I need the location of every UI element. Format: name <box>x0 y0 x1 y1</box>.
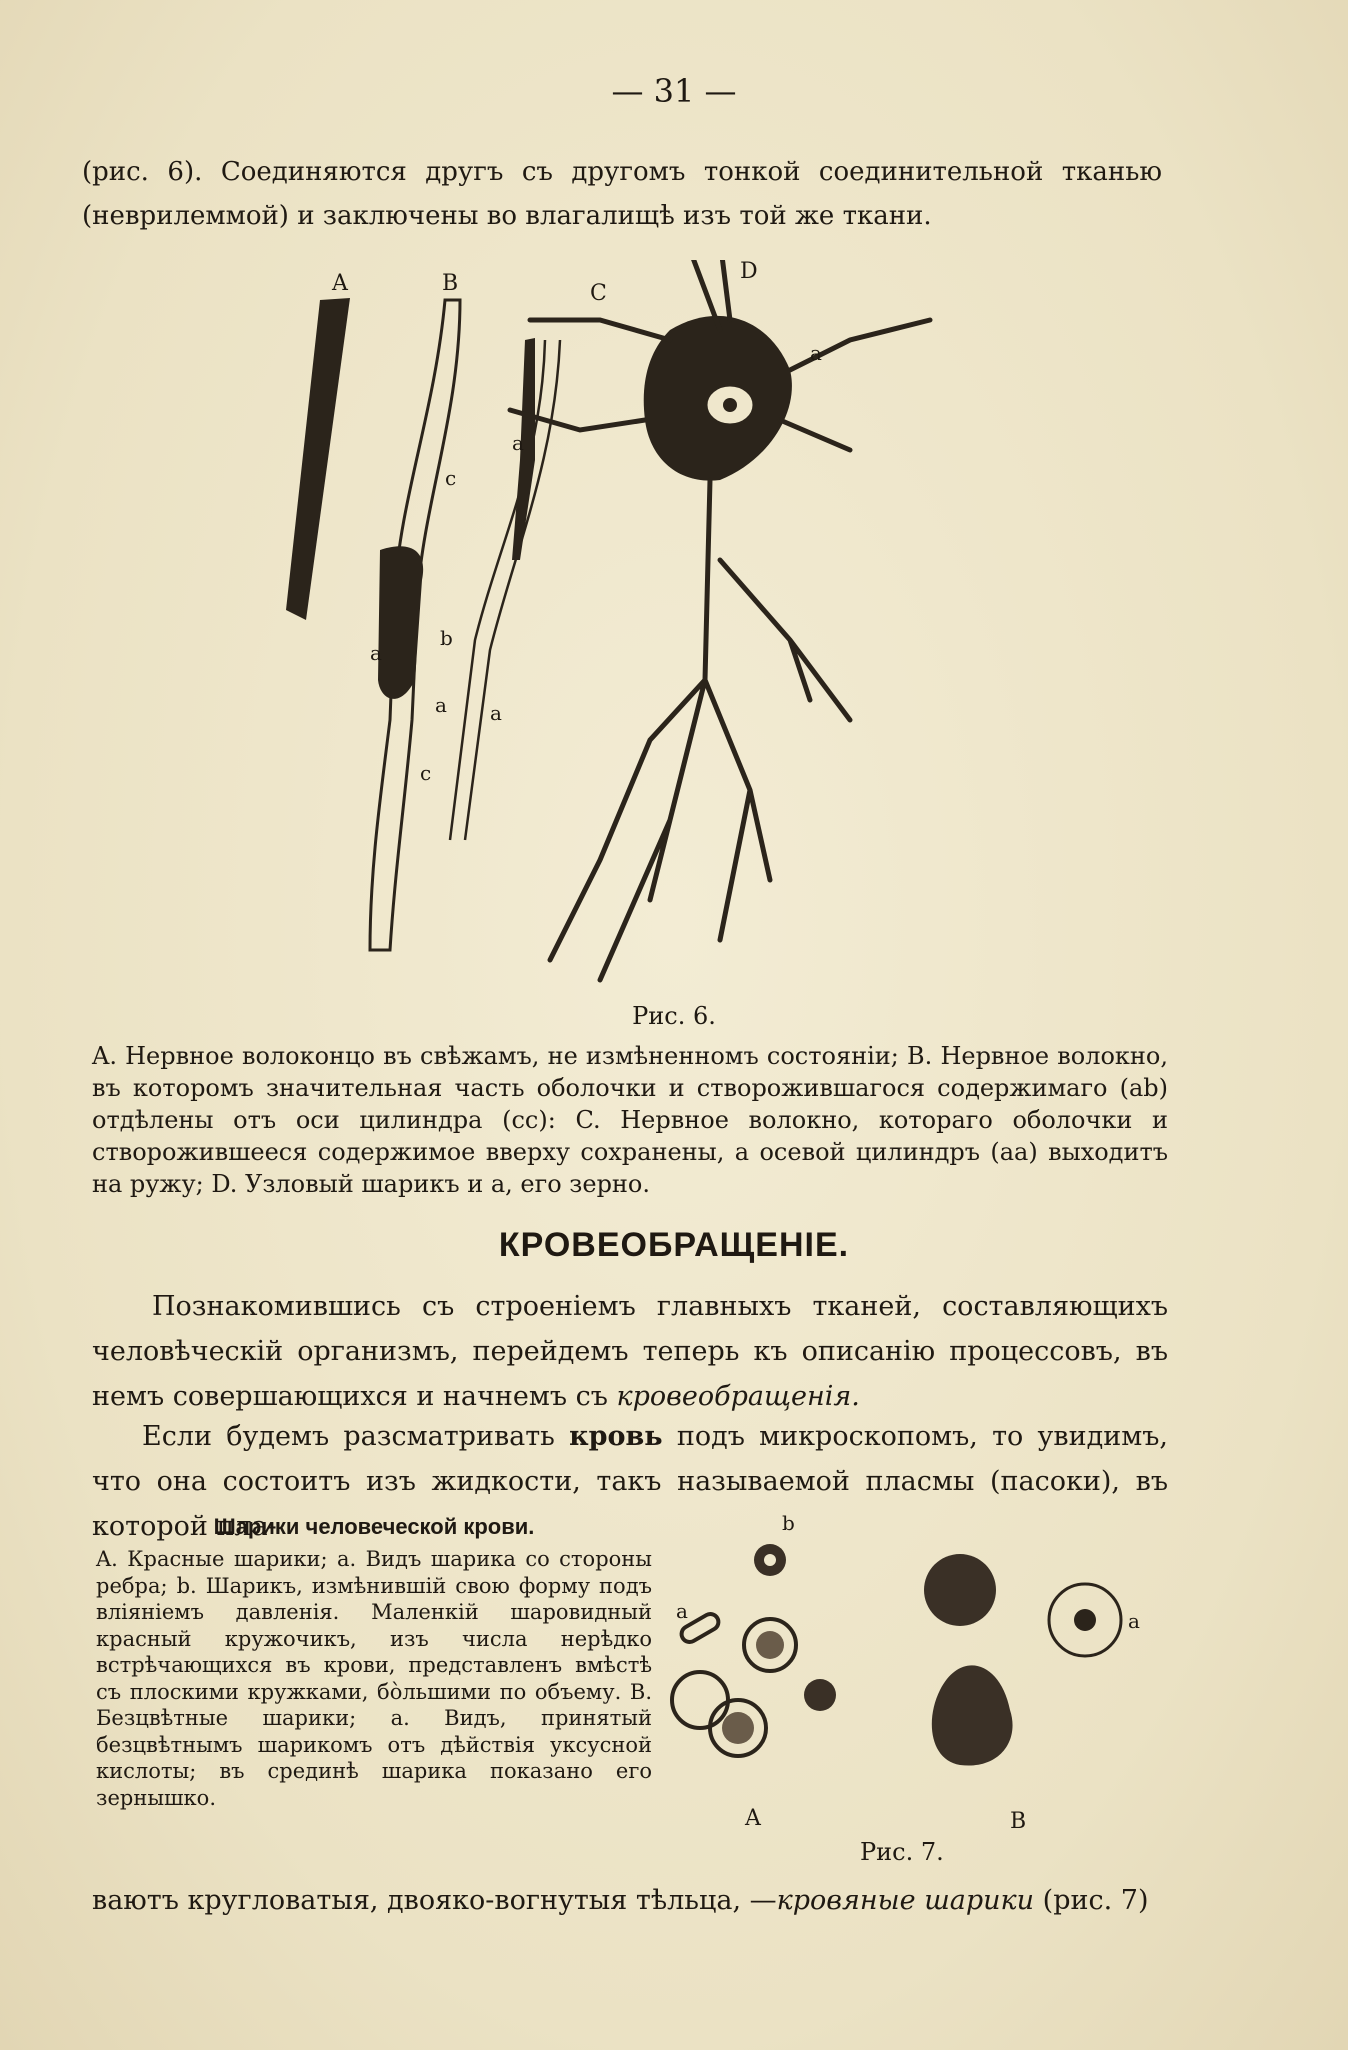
fiber-a <box>286 298 350 620</box>
fig7-label-b: b <box>782 1511 795 1535</box>
fig6-label-A: A <box>332 271 348 296</box>
figure-6-illustration <box>250 260 1100 1000</box>
fig7-label-a2: a <box>1128 1609 1140 1633</box>
paragraph2-rest: подъ микроскопомъ, то увидимъ, что она состоитъ изъ жидкости, такъ называемой пласмы (пасоки), въ которой пла- <box>92 1421 1168 1542</box>
fig6-label-a4: a <box>490 701 502 725</box>
section-title: КРОВЕОБРАЩЕНІЕ. <box>498 1226 850 1264</box>
figure-6-caption: A. Нервное волоконцо въ свѣжамъ, не измѣненномъ состояніи; B. Нервное волокно, въ которомъ значительная часть оболочки и створожившагося содержимаго (ab) отдѣлены отъ оси цилиндра (cc): C. Нервное волокно, котораго оболочки и створожившееся содержимое вверху сохранены, а осевой цилиндръ (aa) выходитъ на ружу; D. Узловый шарикъ и a, его зерно. <box>92 1042 1168 1198</box>
fig6-label-C: C <box>590 281 607 306</box>
fig6-label-a3: a <box>512 431 524 455</box>
fig6-label-c2: c <box>420 761 432 785</box>
fiber-b-sheath <box>378 546 423 699</box>
paragraph1-emphasis: кровеобращенія. <box>616 1381 860 1412</box>
page-number: — 31 — <box>611 72 737 110</box>
paragraph1-text: Познакомившись съ строеніемъ главныхъ тканей, составляющихъ человѣческій организмъ, перейдемъ теперь къ описанію процессовъ, въ немъ совершающихся и начнемъ съ <box>92 1291 1168 1412</box>
fig6-label-B: B <box>442 271 459 296</box>
white-cell-1 <box>924 1554 996 1626</box>
figure-7-title: Рис. 7. <box>860 1838 944 1866</box>
intro-paragraph: (рис. 6). Соединяются другъ съ другомъ тонкой соединительной тканью (неврилеммой) и заключены во влагалищѣ изъ той же ткани. <box>82 157 1162 231</box>
fig6-label-D: D <box>740 260 758 284</box>
figure-7-illustration <box>660 1510 1190 1840</box>
last-line-start: ваютъ кругловатыя, двояко-вогнутыя тѣльца, — <box>92 1885 777 1916</box>
last-line-end: (рис. 7) <box>1034 1885 1149 1916</box>
fig6-label-a2: a <box>435 693 447 717</box>
fig6-label-a5: a <box>810 341 822 365</box>
figure-7-sidebar-text: A. Красные шарики; a. Видъ шарика со стороны ребра; b. Шарикъ, измѣнившій свою форму подъ вліяніемъ давленія. Маленкій шаровидный красный кружочикъ, изъ числа нерѣдко встрѣчающихся въ крови, представленъ вмѣстѣ съ плоскими кружками, бо̀льшими по объему. B. Безцвѣтные шарики; a. Видъ, принятый безцвѣтнымъ шарикомъ отъ дѣйствія уксусной кислоты; въ срединѣ шарика показано его зернышко. <box>96 1547 652 1810</box>
red-cell-2 <box>672 1672 728 1728</box>
fig6-label-c1: c <box>445 466 457 490</box>
fig7-label-A: A <box>745 1806 761 1831</box>
last-line-emphasis: кровяные шарики <box>776 1885 1035 1916</box>
figure-6-title: Рис. 6. <box>632 1002 716 1030</box>
red-cell-small <box>804 1679 836 1711</box>
paragraph-circulation-intro <box>92 1284 1168 1419</box>
fig7-label-B: B <box>1010 1809 1027 1834</box>
fiber-c <box>450 340 560 840</box>
figure-7-sidebar <box>96 1514 652 1811</box>
paragraph-continuation <box>92 1878 1168 1923</box>
paragraph2-bold: кровь <box>569 1421 663 1452</box>
paragraph2-start: Если будемъ разсматривать <box>142 1421 570 1452</box>
fig6-label-a1: a <box>370 641 382 665</box>
figure-7-sidebar-title: Шарики человеческой крови. <box>213 1514 535 1539</box>
white-cell-2 <box>932 1665 1013 1765</box>
fig6-label-b: b <box>440 626 453 650</box>
fig7-label-a1: a <box>676 1599 688 1623</box>
